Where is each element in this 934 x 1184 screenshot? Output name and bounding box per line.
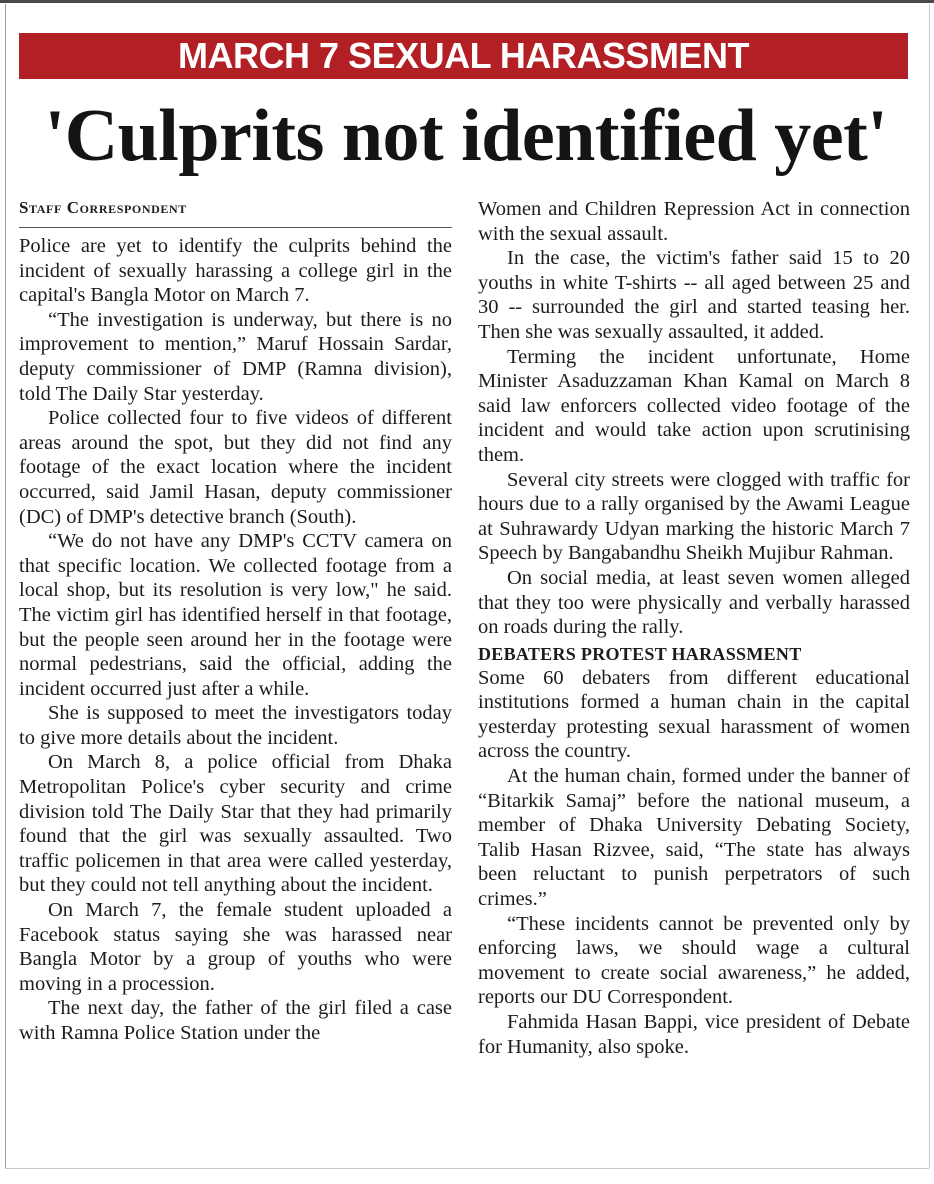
article-column-left	[19, 196, 452, 1046]
byline	[19, 196, 452, 228]
bottom-border	[5, 1168, 929, 1169]
paragraph: Police collected four to five videos of different areas around the spot, but they did not find any footage of the exact location where the incident occurred, said Jamil Hasan, deputy commissioner (DC) of DMP's detective branch (South).	[19, 407, 452, 528]
paragraph: Terming the incident unfortunate, Home Minister Asaduzzaman Khan Kamal on March 8 said law enforcers collected video footage of the incident and would take action upon scrutinising them.	[478, 345, 910, 466]
paragraph: “These incidents cannot be prevented only by enforcing laws, we should wage a cultural movement to create social awareness,” he added, reports our DU Correspondent.	[478, 912, 910, 1009]
paragraph: She is supposed to meet the investigators today to give more details about the incident.	[19, 702, 452, 749]
paragraph: On social media, at least seven women alleged that they too were physically and verbally harassed on roads during the rally.	[478, 566, 910, 639]
headline: 'Culprits not identified yet'	[44, 95, 888, 177]
section-kicker: MARCH 7 SEXUAL HARASSMENT	[19, 33, 908, 79]
left-border	[5, 4, 6, 1168]
top-rule	[0, 0, 934, 3]
paragraph: Several city streets were clogged with traffic for hours due to a rally organised by the Awami League at Suhrawardy Udyan marking the historic March 7 Speech by Bangabandhu Sheikh Mujibur Rahman.	[478, 468, 910, 565]
paragraph: “The investigation is underway, but there is no improvement to mention,” Maruf Hossain Sardar, deputy commissioner of DMP (Ramna division), told The Daily Star yesterday.	[19, 308, 452, 405]
paragraph: On March 8, a police official from Dhaka Metropolitan Police's cyber security and crime division told The Daily Star that they had primarily found that the girl was sexually assaulted. Two traffic policemen in that area were called yesterday, but they could not tell anything about the incident.	[19, 751, 452, 897]
paragraph: “We do not have any DMP's CCTV camera on that specific location. We collected footage from a local shop, but its resolution is very low," he said. The victim girl has identified herself in that footage, but the people seen around her in the footage were normal pedestrians, said the official, adding the incident occurred just after a while.	[19, 530, 452, 700]
byline-text: Staff Correspondent	[19, 198, 187, 217]
paragraph: At the human chain, formed under the banner of “Bitarkik Samaj” before the national museum, a member of Dhaka University Debating Society, Talib Hasan Rizvee, said, “The state has always been reluctant to punish perpetrators of such crimes.”	[478, 765, 910, 911]
paragraph: Women and Children Repression Act in connection with the sexual assault.	[478, 198, 910, 245]
subheading: DEBATERS PROTEST HARASSMENT	[478, 643, 802, 664]
paragraph: Police are yet to identify the culprits behind the incident of sexually harassing a college girl in the capital's Bangla Motor on March 7.	[19, 235, 452, 307]
paragraph: The next day, the father of the girl filed a case with Ramna Police Station under the	[19, 997, 452, 1044]
paragraph: Fahmida Hasan Bappi, vice president of Debate for Humanity, also spoke.	[478, 1011, 910, 1058]
right-border	[929, 4, 930, 1168]
paragraph: Some 60 debaters from different educational institutions formed a human chain in the capital yesterday protesting sexual harassment of women across the country.	[478, 666, 910, 763]
paragraph: On March 7, the female student uploaded a Facebook status saying she was harassed near Bangla Motor by a group of youths who were moving in a procession.	[19, 899, 452, 995]
article-column-right	[478, 197, 910, 1059]
paragraph: In the case, the victim's father said 15 to 20 youths in white T-shirts -- all aged between 25 and 30 -- surrounded the girl and started teasing her. Then she was sexually assaulted, it added.	[478, 247, 910, 343]
